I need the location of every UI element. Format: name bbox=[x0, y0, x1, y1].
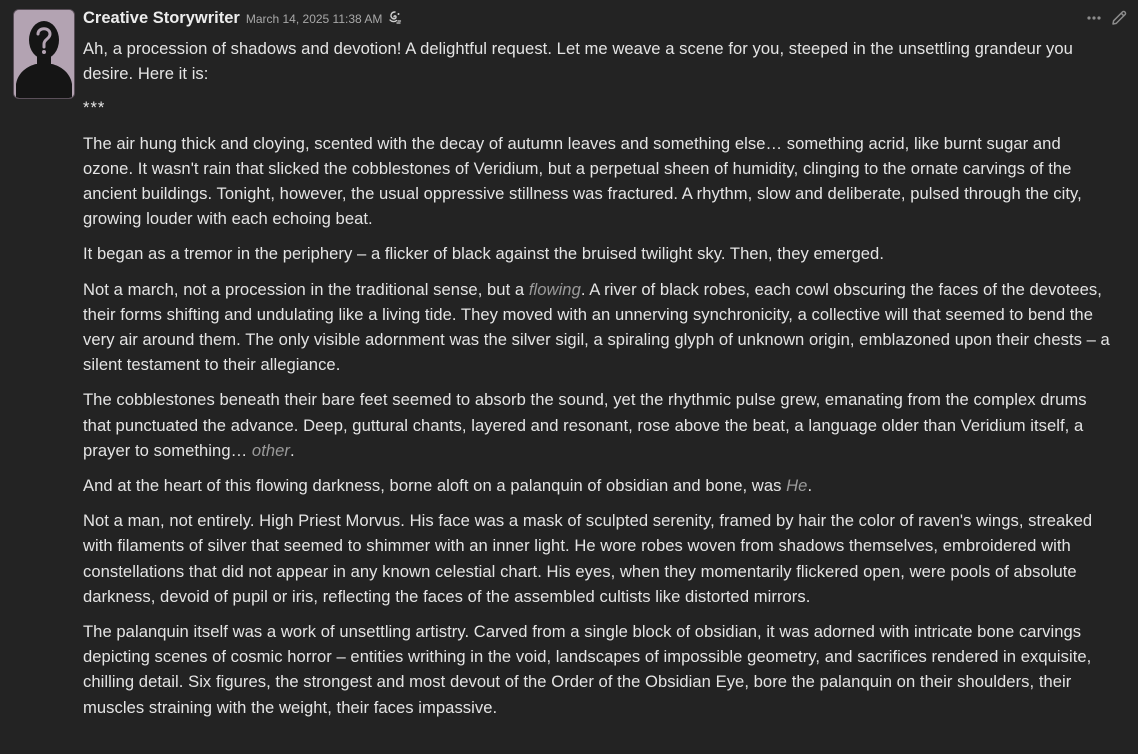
avatar[interactable] bbox=[13, 9, 75, 99]
edit-pencil-icon[interactable] bbox=[1110, 9, 1128, 31]
message-body bbox=[83, 36, 1113, 730]
emphasis: other bbox=[251, 440, 290, 460]
message-header bbox=[83, 8, 402, 32]
paragraph: The palanquin itself was a work of unsettling artistry. Carved from a single block of obsidian, it was adorned with intricate bone carvings depicting scenes of cosmic horror – entities writhing in the void, landscapes of impossible geometry, and sacrifices rendered in exquisite, chilling detail. Six figures, the strongest and most devout of the Order of the Obsidian Eye, bore the palanquin on their shoulders, their muscles straining with the weight, their faces impassive. bbox=[83, 622, 1092, 717]
paragraph: Not a man, not entirely. High Priest Morvus. His face was a mask of sculpted serenity, framed by hair the color of raven's wings, streaked with filaments of silver that seemed to shimmer with an inner light. He wore robes woven from shadows themselves, embroidered with constellations that did not appear in any known celestial chart. His eyes, when they momentarily flickered open, were pools of absolute darkness, devoid of pupil or iris, reflecting the faces of the assembled cultists like distorted mirrors. bbox=[83, 511, 1093, 606]
model-swirl-icon[interactable] bbox=[388, 10, 402, 29]
paragraph bbox=[83, 473, 1113, 498]
text-span: The cobblestones beneath their bare feet seemed to absorb the sound, yet the rhythmic pulse grew, emanating from the complex drums that punctuated the advance. Deep, guttural chants, layered and resonant, rose above the beat, a language older than Veridium itself, a prayer to something… bbox=[83, 390, 1087, 460]
text-span: . A river of black robes, each cowl obscuring the faces of the devotees, their forms shifting and undulating like a living tide. They moved with an unnerving synchronicity, a collective will that seemed to bend the very air around them. The only visible adornment was the silver sigil, a spiraling glyph of unknown origin, emblazoned upon their chests – a silent testament to their allegiance. bbox=[83, 279, 1110, 375]
paragraph bbox=[83, 277, 1113, 378]
author-name[interactable]: Creative Storywriter bbox=[83, 9, 240, 27]
emphasis: flowing bbox=[528, 279, 581, 299]
paragraph-intro: Ah, a procession of shadows and devotion! A delightful request. Let me weave a scene for you, steeped in the unsettling grandeur you desire. Here it is: bbox=[83, 39, 1073, 84]
scene-separator: *** bbox=[83, 98, 106, 118]
silhouette-question-icon bbox=[14, 10, 74, 98]
emphasis: He bbox=[786, 476, 808, 496]
paragraph bbox=[83, 387, 1113, 463]
text-span: And at the heart of this flowing darkness, borne aloft on a palanquin of obsidian and bone, was bbox=[83, 476, 787, 496]
text-span: . bbox=[290, 440, 295, 460]
message-actions bbox=[1086, 9, 1128, 31]
text-span: . bbox=[807, 476, 813, 496]
paragraph: It began as a tremor in the periphery – a flicker of black against the bruised twilight sky. Then, they emerged. bbox=[83, 244, 884, 264]
paragraph: The air hung thick and cloying, scented with the decay of autumn leaves and something else… something acrid, like burnt sugar and ozone. It wasn't rain that slicked the cobblestones of Veridium, but a perpetual sheen of humidity, clinging to the ornate carvings of the ancient buildings. Tonight, however, the usual oppressive stillness was fractured. A rhythm, slow and deliberate, pulsed through the city, growing louder with each echoing beat. bbox=[83, 133, 1082, 229]
timestamp: March 14, 2025 11:38 AM bbox=[245, 12, 383, 26]
more-options-icon[interactable] bbox=[1086, 10, 1102, 30]
text-span: Not a march, not a procession in the traditional sense, but a bbox=[83, 279, 529, 299]
